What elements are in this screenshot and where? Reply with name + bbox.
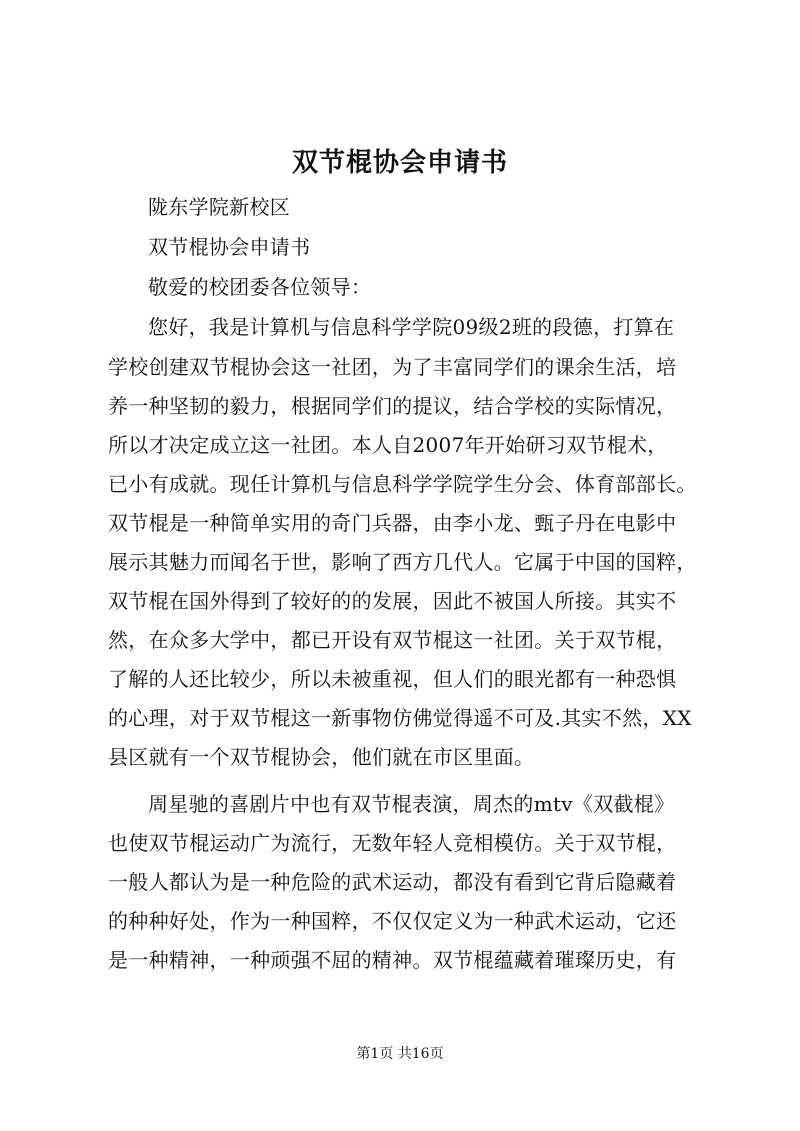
text-line: 的心理，对于双节棍这一新事物仿佛觉得遥不可及.其实不然，XX (108, 706, 692, 730)
text-line: 已小有成就。现任计算机与信息科学学院学生分会、体育部部长。 (108, 472, 697, 496)
text-line: 了解的人还比较少，所以未被重视，但人们的眼光都有一种恐惧 (108, 667, 677, 691)
text-line: 然，在众多大学中，都已开设有双节棍这一社团。关于双节棍， (108, 628, 677, 652)
text-line: 您好，我是计算机与信息科学学院09级2班的段德，打算在 (148, 315, 675, 339)
text-line: 双节棍在国外得到了较好的的发展，因此不被国人所接。其实不 (108, 589, 677, 613)
text-line: 是一种精神，一种顽强不屈的精神。双节棍蕴藏着璀璨历史，有 (108, 948, 677, 972)
text-line: 养一种坚韧的毅力，根据同学们的提议，结合学校的实际情况， (108, 394, 677, 418)
text-line: 双节棍协会申请书 (148, 235, 311, 259)
text-line: 也使双节棍运动广为流行，无数年轻人竞相模仿。关于双节棍， (108, 831, 677, 855)
document-title: 双节棍协会申请书 (291, 148, 508, 178)
text-line: 所以才决定成立这一社团。本人自2007年开始研习双节棍术， (108, 433, 668, 457)
text-line: 学校创建双节棍协会这一社团，为了丰富同学们的课余生活，培 (108, 355, 677, 379)
page-footer: 第1页 共16页 (356, 1046, 444, 1062)
text-line: 周星驰的喜剧片中也有双节棍表演，周杰的mtv《双截棍》 (148, 792, 675, 816)
text-line: 陇东学院新校区 (148, 195, 291, 219)
text-line: 一般人都认为是一种危险的武术运动，都没有看到它背后隐藏着 (108, 870, 677, 894)
text-line: 展示其魅力而闻名于世，影响了西方几代人。它属于中国的国粹， (108, 550, 697, 574)
text-line: 县区就有一个双节棍协会，他们就在市区里面。 (108, 745, 535, 769)
text-line: 敬爱的校团委各位领导： (148, 275, 372, 299)
text-line: 的种种好处，作为一种国粹，不仅仅定义为一种武术运动，它还 (108, 909, 677, 933)
text-line: 双节棍是一种简单实用的奇门兵器，由李小龙、甄子丹在电影中 (108, 511, 677, 535)
